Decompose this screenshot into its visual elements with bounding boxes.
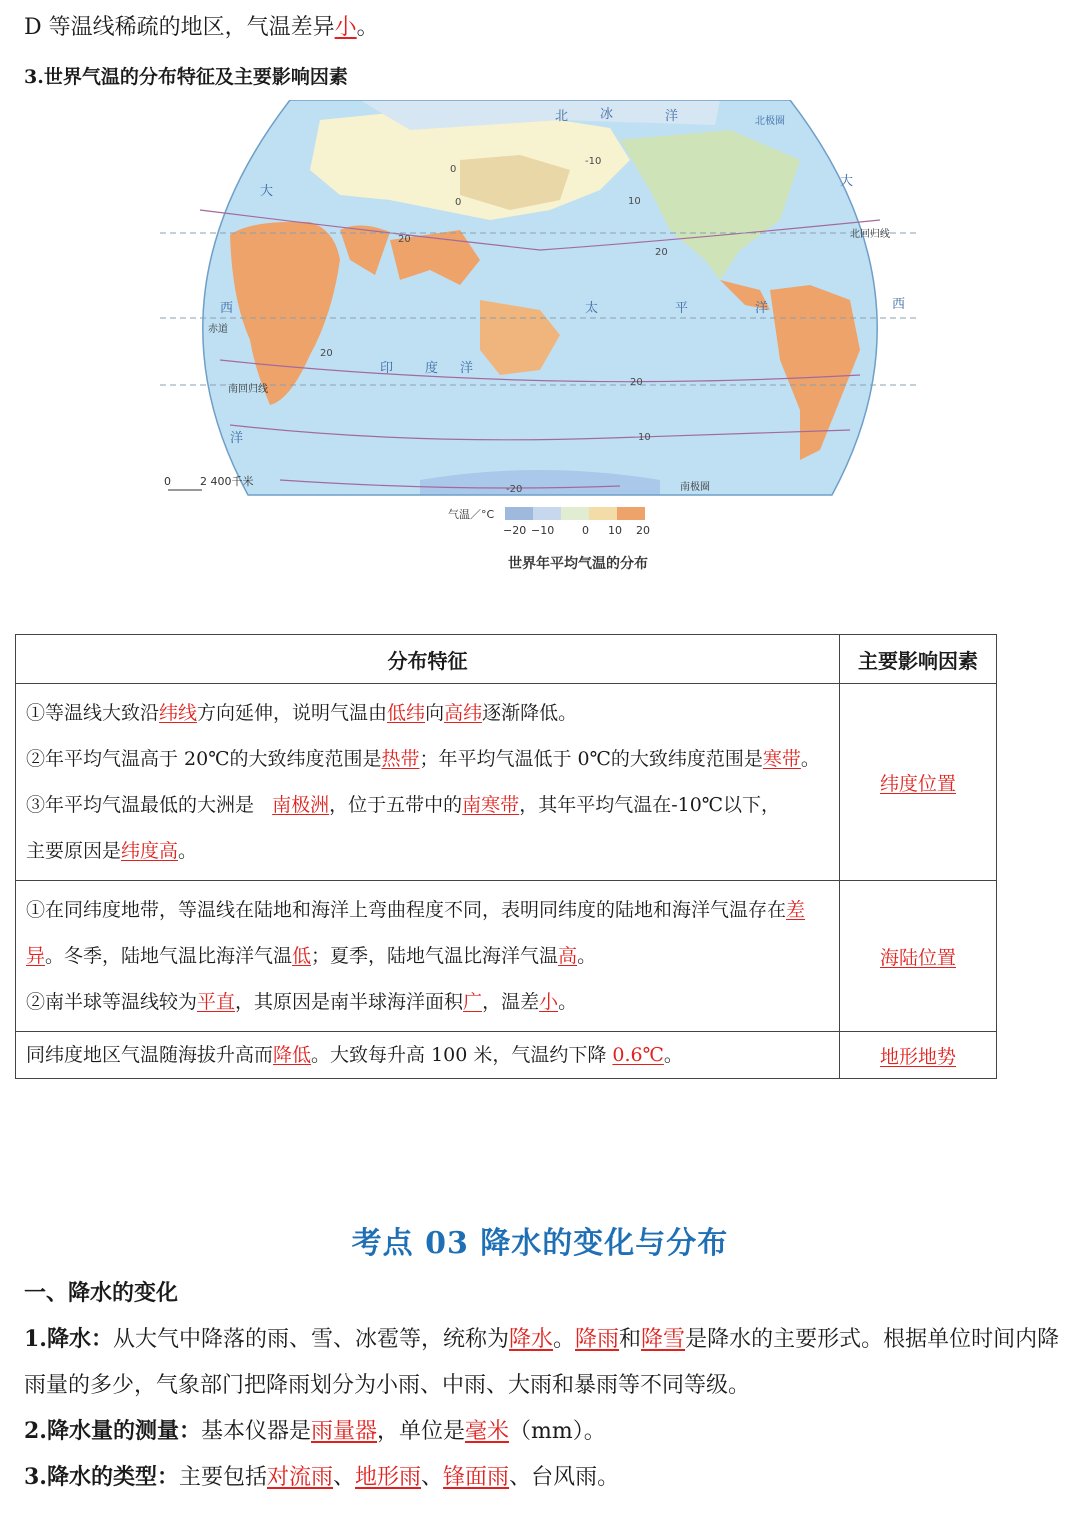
map-label: 度 [425,361,439,376]
map-label: 北 [555,109,569,124]
map-label: 平 [675,301,689,316]
map-label: 南极圈 [680,482,710,493]
kaodian-title: 考点 03 降水的变化与分布 [351,1226,729,1261]
map-label: 北回归线 [850,229,890,240]
legend-tick: 20 [636,524,650,537]
isotherm-label: 0 [455,197,462,208]
map-label: 洋 [230,431,244,446]
legend-swatch [505,507,533,520]
legend-swatch [589,507,617,520]
temperature-distribution-table [15,634,997,1079]
isotherm-label: 20 [398,234,411,245]
isotherm-label: 0 [450,164,457,175]
map-caption: 世界年平均气温的分布 [508,556,648,572]
legend-swatch [617,507,645,520]
map-label: 印 [380,361,394,376]
map-label: 大 [260,184,274,199]
table-header-row [16,635,997,684]
header-factors: 主要影响因素 [840,635,997,684]
map-label: 洋 [665,109,679,124]
isotherm-label: -20 [506,484,523,495]
isotherm-label: 20 [630,377,643,388]
paragraph-measurement: 2.降水量的测量：基本仪器是雨量器，单位是毫米（mm）。 [24,1418,606,1444]
section-heading-1: 一、降水的变化 [24,1280,179,1306]
row1-factor: 纬度位置 [840,684,997,881]
map-label: 太 [585,301,599,316]
legend [448,507,650,537]
world-temperature-map [160,100,920,580]
paragraph-precipitation: 1.降水：从大气中降落的雨、雪、冰雹等，统称为降水。降雨和降雪是降水的主要形式。根据单位时间内降雨量的多少，气象部门把降雨划分为小雨、中雨、大雨和暴雨等不同等级。 [24,1326,1060,1398]
scale-text: 2 400千米 [200,475,254,488]
map-label: 冰 [600,107,614,122]
legend-swatch [561,507,589,520]
isotherm-label: 20 [655,247,668,258]
legend-tick: 0 [582,524,589,537]
scale-bar [164,474,254,490]
paragraph-types: 3.降水的类型：主要包括对流雨、地形雨、锋面雨、台风雨。 [24,1464,620,1490]
map-label: 洋 [755,301,769,316]
map-label: 西 [220,301,234,316]
table-row [16,881,997,1032]
answer-blank: 小 [334,15,357,40]
legend-label: 气温／°C [448,508,495,521]
legend-tick: 10 [608,524,622,537]
isotherm-label: -10 [585,156,602,167]
map-label: 洋 [460,361,474,376]
section-heading-3: 3.世界气温的分布特征及主要影响因素 [24,66,348,88]
isotherm-label: 10 [628,196,641,207]
map-label: 南回归线 [228,384,268,395]
map-label: 北极圈 [755,116,785,127]
row1-features: ①等温线大致沿纬线方向延伸，说明气温由低纬向高纬逐渐降低。 ②年平均气温高于 20℃的大致纬度范围是热带；年平均气温低于 0℃的大致纬度范围是寒带。 ③年平均气温最低的大洲是 南极洲，位于五带中的南寒带，其年平均气温在-10℃以下， 主要原因是纬度高。 [16,684,840,881]
map-label: 西 [892,297,906,312]
legend-tick: −10 [531,524,555,537]
scale-zero: 0 [164,475,171,488]
map-label: 大 [840,174,854,189]
legend-swatch [533,507,561,520]
isotherm-label: 20 [320,348,333,359]
legend-tick: −20 [503,524,527,537]
row2-factor: 海陆位置 [840,881,997,1032]
row3-factor: 地形地势 [840,1032,997,1079]
row2-features: ①在同纬度地带，等温线在陆地和海洋上弯曲程度不同，表明同纬度的陆地和海洋气温存在差异。冬季，陆地气温比海洋气温低；夏季，陆地气温比海洋气温高。 ②南半球等温线较为平直，其原因是南半球海洋面积广，温差小。 [16,881,840,1032]
header-features: 分布特征 [16,635,840,684]
map-label: 赤道 [208,324,228,335]
row3-features: 同纬度地区气温随海拔升高而降低。大致每升高 100 米，气温约下降 0.6℃。 [16,1032,840,1079]
isotherm-label: 10 [638,432,651,443]
table-row [16,684,997,881]
table-row [16,1032,997,1079]
option-d-line: D 等温线稀疏的地区，气温差异小。 [24,15,379,40]
